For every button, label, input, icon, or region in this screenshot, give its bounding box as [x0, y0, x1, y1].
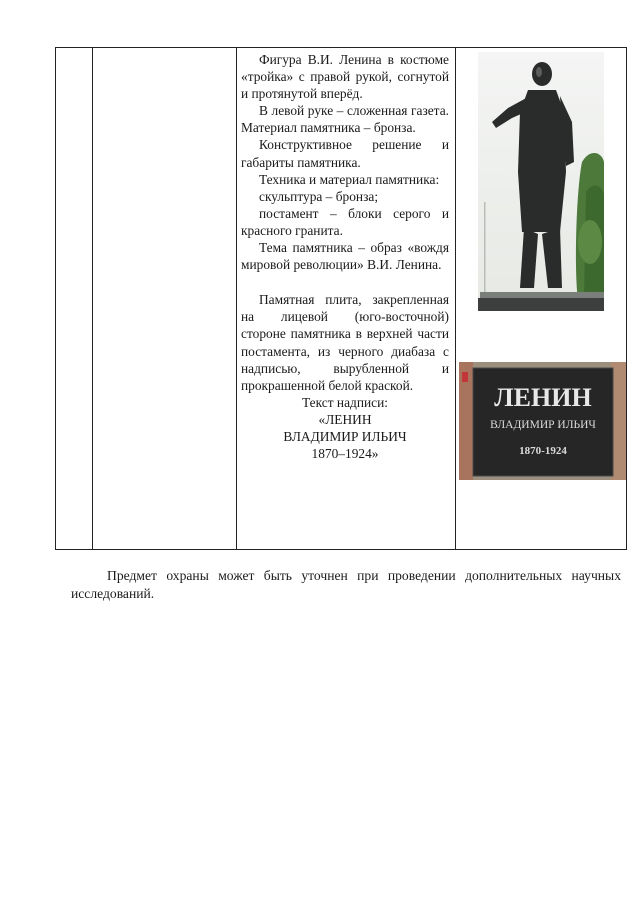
inscription-line: ВЛАДИМИР ИЛЬИЧ: [283, 428, 407, 444]
description-paragraph: Тема памятника – образ «вождя мировой революции» В.И. Ленина.: [241, 240, 449, 273]
description-cell: [241, 51, 449, 462]
plaque-name-text: ЛЕНИН: [494, 383, 592, 412]
table-column-divider: [236, 48, 237, 549]
inscription-line: 1870–1924»: [311, 446, 379, 462]
plaque-patronymic-text: ВЛАДИМИР ИЛЬИЧ: [490, 419, 596, 431]
description-paragraph: скульптура – бронза;: [259, 188, 379, 204]
table-column-divider: [455, 48, 456, 549]
description-paragraph: Фигура В.И. Ленина в костюме «тройка» с правой рукой, согнутой и протянутой вперёд.: [241, 52, 449, 102]
plaque-years-text: 1870-1924: [519, 445, 567, 457]
inscription-line: «ЛЕНИН: [318, 411, 372, 427]
inscription-heading: Текст надписи:: [301, 394, 388, 410]
description-paragraph: постамент – блоки серого и красного гранита.: [241, 205, 449, 238]
memorial-plaque-photo: [459, 362, 626, 480]
footer-paragraph: Предмет охраны может быть уточнен при проведении дополнительных научных исследований.: [71, 568, 621, 601]
description-paragraph: В левой руке – сложенная газета. Материал памятника – бронза.: [241, 103, 449, 136]
description-paragraph: Техника и материал памятника:: [259, 171, 440, 187]
table-column-divider: [92, 48, 93, 549]
plaque-description: Памятная плита, закрепленная на лицевой (юго-восточной) стороне памятника в верхней части постамента, из черного диабаза с надписью, вырубленной и прокрашенной белой краской.: [241, 292, 449, 393]
footer-note: [71, 567, 621, 603]
description-paragraph: Конструктивное решение и габариты памятника.: [241, 137, 449, 170]
lenin-statue-photo: [478, 52, 604, 311]
